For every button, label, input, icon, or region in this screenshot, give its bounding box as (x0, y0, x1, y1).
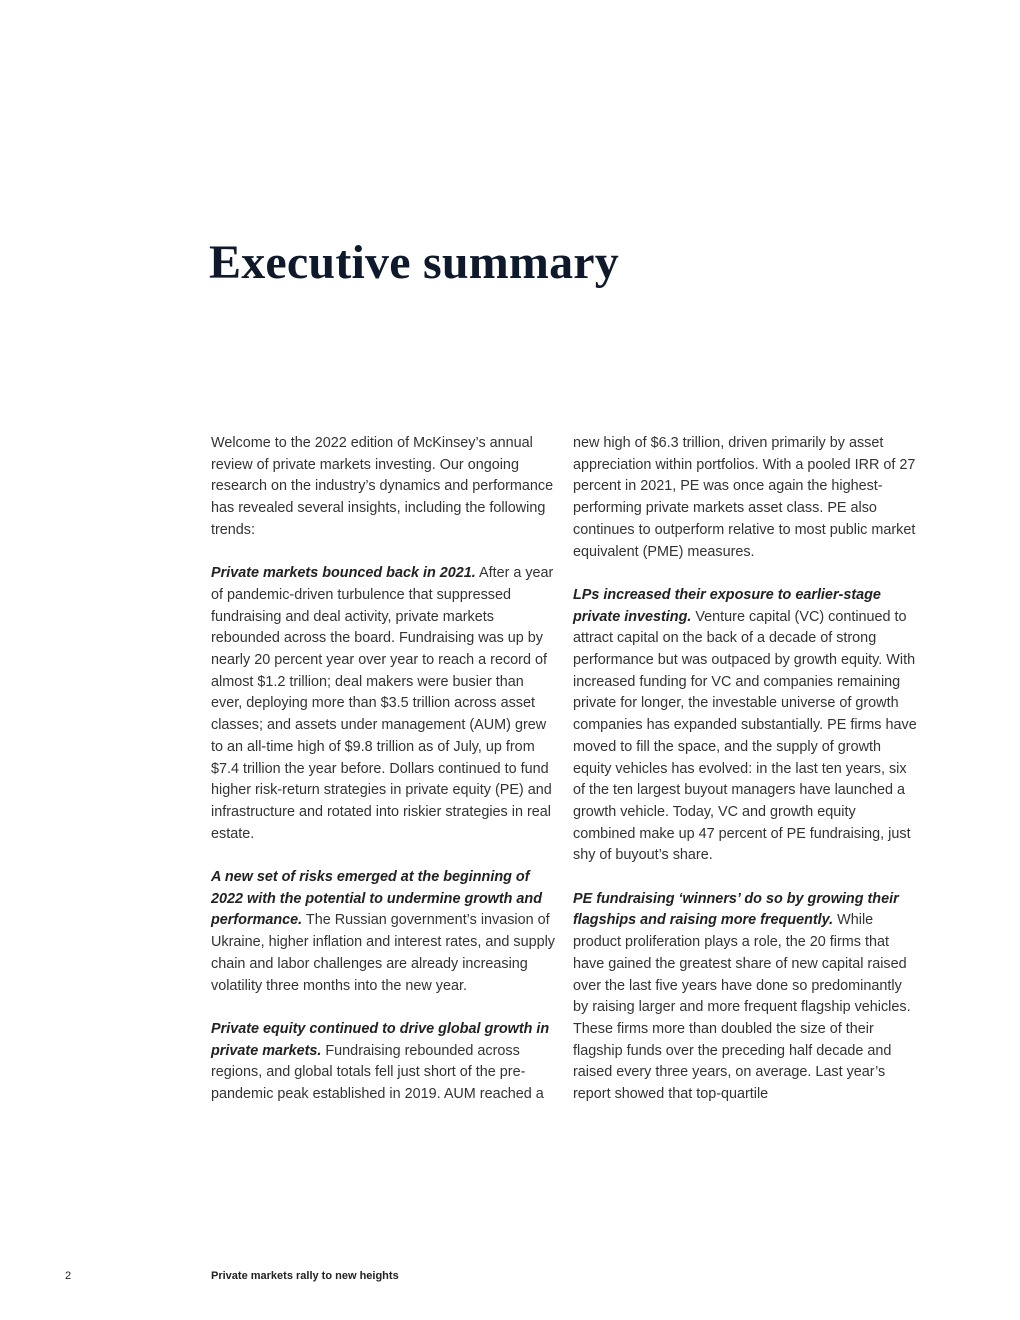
paragraph-private-markets-bounced (211, 563, 556, 845)
paragraph-body: While product proliferation plays a role, the 20 firms that have gained the greatest share of new capital raised over the last five years have done so predominantly by raising larger and more frequent flagship vehicles. These firms more than doubled the size of their flagship funds over the preceding half decade and raised every three years, on average. Last year’s report showed that top-quartile (573, 912, 911, 1103)
left-text-column (211, 433, 556, 1106)
paragraph-body: new high of $6.3 trillion, driven primarily by asset appreciation within portfolios. With a pooled IRR of 27 percent in 2021, PE was once again the highest-performing private markets asset class. PE also continues to outperform relative to most public market equivalent (PME) measures. (573, 435, 916, 560)
paragraph-lead: Private markets bounced back in 2021. (211, 565, 476, 582)
paragraph-body: The Russian government’s invasion of Ukraine, higher inflation and interest rates, and supply chain and labor challenges are already increasing volatility three months into the new year. (211, 912, 555, 994)
intro-text: Welcome to the 2022 edition of McKinsey’s annual review of private markets investing. Our ongoing research on the industry’s dynamics and performance has revealed several insights, including the following trends: (211, 435, 554, 538)
right-text-column (573, 433, 918, 1106)
paragraph-lead: PE fundraising ‘winners’ do so by growing their flagships and raising more frequently. (573, 890, 899, 929)
paragraph-lps-exposure (573, 585, 918, 867)
footer-report-title: Private markets rally to new heights (211, 1270, 399, 1282)
paragraph-body: After a year of pandemic-driven turbulence that suppressed fundraising and deal activity, private markets rebounded across the board. Fundraising was up by nearly 20 percent year over year to reach a record of almost $1.2 trillion; deal makers were busier than ever, deploying more than $3.5 trillion across asset classes; and assets under management (AUM) grew to an all-time high of $9.8 trillion as of July, up from $7.4 trillion the year before. Dollars continued to fund higher risk-return strategies in private equity (PE) and infrastructure and rotated into riskier strategies in real estate. (211, 565, 554, 842)
intro-paragraph (211, 433, 556, 542)
paragraph-new-risks (211, 867, 556, 997)
paragraph-private-equity-growth (211, 1019, 556, 1106)
paragraph-continuation (573, 433, 918, 563)
paragraph-lead: Private equity continued to drive global growth in private markets. (211, 1020, 550, 1059)
paragraph-body: Venture capital (VC) continued to attract capital on the back of a decade of strong performance but was outpaced by growth equity. With increased funding for VC and companies remaining private for longer, the investable universe of growth companies has expanded substantially. PE firms have moved to fill the space, and the supply of growth equity vehicles has evolved: in the last ten years, six of the ten largest buyout managers have launched a growth vehicle. Today, VC and growth equity combined make up 47 percent of PE fundraising, just shy of buyout’s share. (573, 608, 917, 864)
paragraph-lead: A new set of risks emerged at the beginning of 2022 with the potential to undermine growth and performance. (211, 869, 543, 929)
page-title: Executive summary (209, 236, 619, 289)
page-number: 2 (65, 1270, 72, 1282)
paragraph-pe-fundraising-winners (573, 889, 918, 1106)
paragraph-lead: LPs increased their exposure to earlier-stage private investing. (573, 586, 881, 625)
paragraph-body: Fundraising rebounded across regions, and global totals fell just short of the pre-pandemic peak established in 2019. AUM reached a (211, 1042, 544, 1103)
